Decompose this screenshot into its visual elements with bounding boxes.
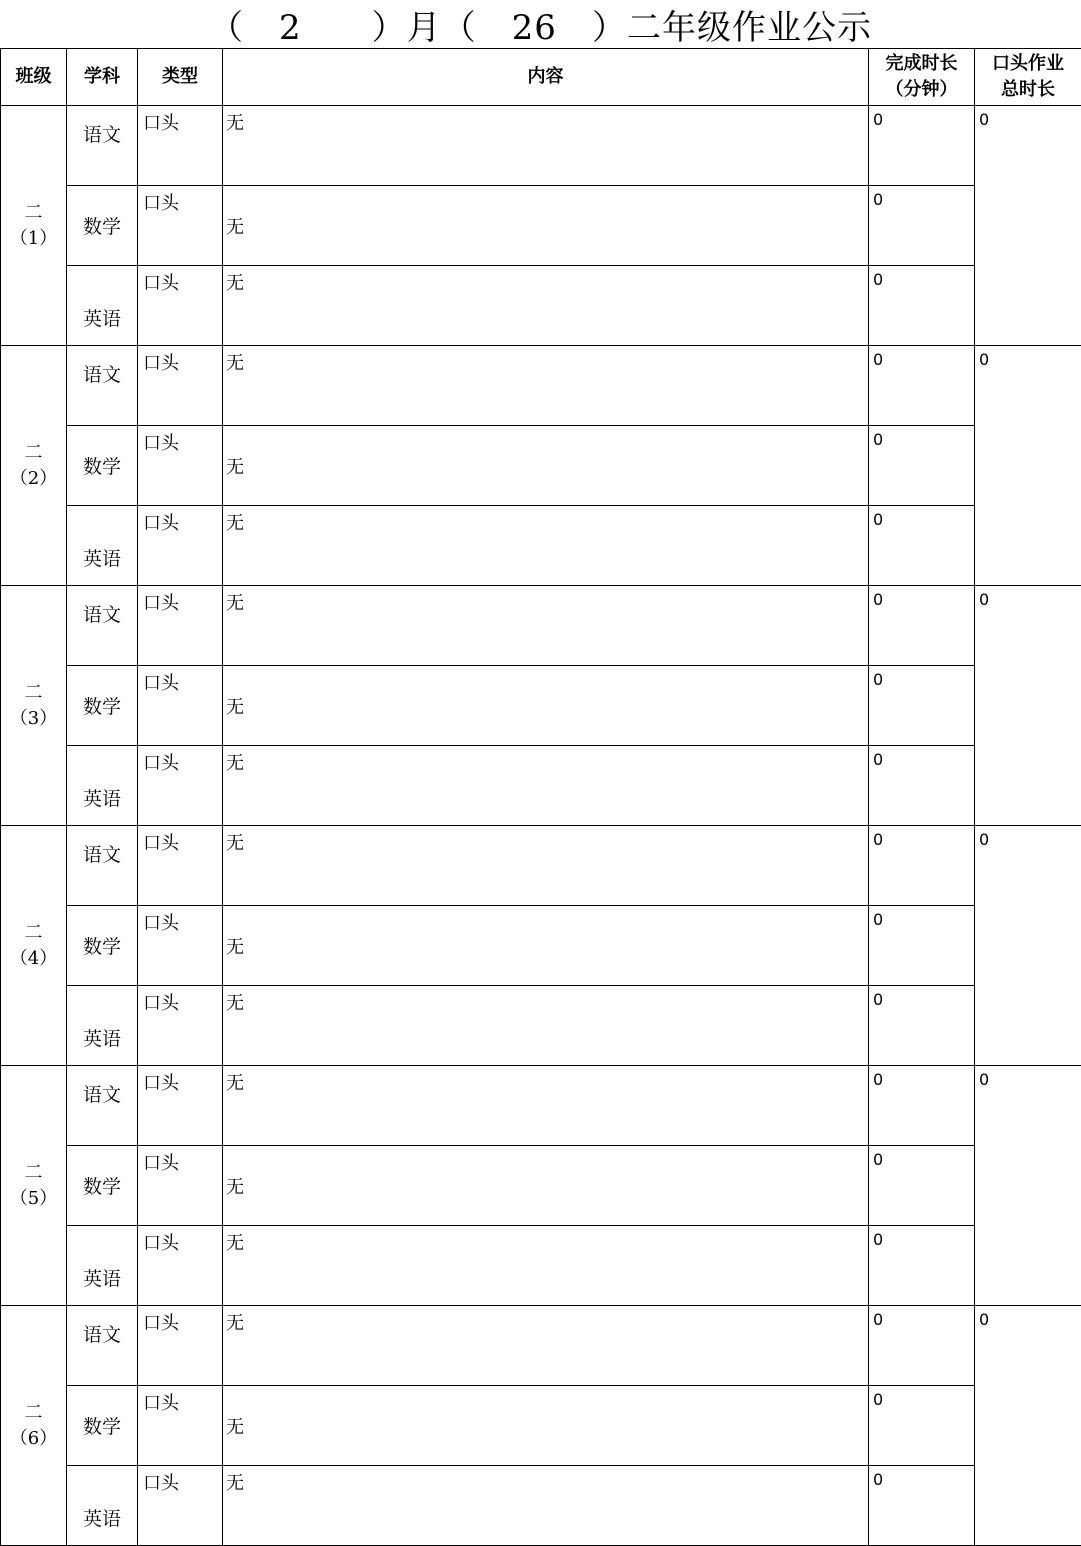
time-cell: 0	[869, 1146, 975, 1226]
subject-cell	[67, 1066, 138, 1146]
subject-label: 数学	[83, 212, 121, 239]
total-cell: 0	[975, 1306, 1081, 1546]
subject-label: 英语	[83, 304, 121, 331]
type-cell: 口头	[138, 826, 223, 906]
class-cell	[1, 1306, 67, 1546]
type-cell: 口头	[138, 666, 223, 746]
subject-label: 英语	[83, 1264, 121, 1291]
time-cell: 0	[869, 666, 975, 746]
table-body	[1, 106, 1081, 1546]
table-row	[1, 1066, 1081, 1146]
time-cell: 0	[869, 106, 975, 186]
table-row	[1, 746, 1081, 826]
subject-label: 英语	[83, 1024, 121, 1051]
type-cell: 口头	[138, 426, 223, 506]
header-subject: 学科	[67, 49, 138, 106]
subject-cell	[67, 986, 138, 1066]
content-cell: 无	[223, 106, 869, 186]
table-row	[1, 186, 1081, 266]
time-cell: 0	[869, 906, 975, 986]
type-cell: 口头	[138, 986, 223, 1066]
header-total-line2: 总时长	[975, 77, 1081, 103]
subject-cell	[67, 1386, 138, 1466]
subject-label: 英语	[83, 784, 121, 811]
type-cell: 口头	[138, 746, 223, 826]
subject-label: 语文	[83, 360, 121, 387]
type-cell: 口头	[138, 586, 223, 666]
class-number: （1）	[1, 226, 66, 252]
table-row	[1, 586, 1081, 666]
class-number: （3）	[1, 706, 66, 732]
total-cell: 0	[975, 106, 1081, 346]
class-grade: 二	[1, 1400, 66, 1426]
time-cell: 0	[869, 1226, 975, 1306]
time-cell: 0	[869, 346, 975, 426]
class-number: （2）	[1, 466, 66, 492]
header-time-line1: 完成时长	[869, 51, 974, 77]
subject-label: 数学	[83, 1412, 121, 1439]
subject-cell	[67, 826, 138, 906]
subject-label: 语文	[83, 1080, 121, 1107]
table-row	[1, 1466, 1081, 1546]
type-cell: 口头	[138, 106, 223, 186]
total-cell: 0	[975, 586, 1081, 826]
time-cell: 0	[869, 186, 975, 266]
table-row	[1, 266, 1081, 346]
type-cell: 口头	[138, 1146, 223, 1226]
content-cell: 无	[223, 746, 869, 826]
sheet-title: （ 2 ）月（ 26 ）二年级作业公示	[0, 0, 1081, 48]
type-cell: 口头	[138, 1386, 223, 1466]
class-number: （6）	[1, 1426, 66, 1452]
subject-cell	[67, 506, 138, 586]
time-cell: 0	[869, 1386, 975, 1466]
type-cell: 口头	[138, 906, 223, 986]
table-row	[1, 1226, 1081, 1306]
class-cell	[1, 586, 67, 826]
time-cell: 0	[869, 1466, 975, 1546]
table-row	[1, 906, 1081, 986]
table-row	[1, 106, 1081, 186]
class-cell	[1, 106, 67, 346]
time-cell: 0	[869, 586, 975, 666]
subject-label: 英语	[83, 544, 121, 571]
class-grade: 二	[1, 1160, 66, 1186]
header-total	[975, 49, 1081, 106]
content-cell: 无	[223, 506, 869, 586]
class-number: （5）	[1, 1186, 66, 1212]
subject-label: 数学	[83, 452, 121, 479]
content-cell: 无	[223, 666, 869, 746]
subject-label: 语文	[83, 1320, 121, 1347]
content-cell: 无	[223, 426, 869, 506]
content-cell: 无	[223, 266, 869, 346]
subject-label: 数学	[83, 692, 121, 719]
subject-cell	[67, 906, 138, 986]
time-cell: 0	[869, 826, 975, 906]
subject-label: 语文	[83, 120, 121, 147]
content-cell: 无	[223, 1146, 869, 1226]
subject-cell	[67, 346, 138, 426]
subject-cell	[67, 266, 138, 346]
subject-cell	[67, 746, 138, 826]
subject-cell	[67, 1226, 138, 1306]
total-cell: 0	[975, 1066, 1081, 1306]
content-cell: 无	[223, 1306, 869, 1386]
class-number: （4）	[1, 946, 66, 972]
class-grade: 二	[1, 200, 66, 226]
table-row	[1, 1306, 1081, 1386]
table-row	[1, 986, 1081, 1066]
time-cell: 0	[869, 986, 975, 1066]
subject-cell	[67, 426, 138, 506]
total-cell: 0	[975, 826, 1081, 1066]
content-cell: 无	[223, 186, 869, 266]
type-cell: 口头	[138, 1066, 223, 1146]
time-cell: 0	[869, 506, 975, 586]
class-grade: 二	[1, 920, 66, 946]
table-row	[1, 826, 1081, 906]
total-cell: 0	[975, 346, 1081, 586]
subject-label: 语文	[83, 840, 121, 867]
content-cell: 无	[223, 1226, 869, 1306]
homework-table	[0, 48, 1081, 1546]
content-cell: 无	[223, 906, 869, 986]
table-row	[1, 506, 1081, 586]
subject-label: 数学	[83, 932, 121, 959]
type-cell: 口头	[138, 186, 223, 266]
time-cell: 0	[869, 266, 975, 346]
content-cell: 无	[223, 826, 869, 906]
content-cell: 无	[223, 1466, 869, 1546]
table-row	[1, 426, 1081, 506]
table-row	[1, 346, 1081, 426]
header-time	[869, 49, 975, 106]
type-cell: 口头	[138, 1306, 223, 1386]
subject-cell	[67, 586, 138, 666]
subject-cell	[67, 666, 138, 746]
class-cell	[1, 346, 67, 586]
type-cell: 口头	[138, 346, 223, 426]
table-row	[1, 1386, 1081, 1466]
subject-label: 数学	[83, 1172, 121, 1199]
time-cell: 0	[869, 426, 975, 506]
class-cell	[1, 826, 67, 1066]
content-cell: 无	[223, 1386, 869, 1466]
content-cell: 无	[223, 346, 869, 426]
header-content: 内容	[223, 49, 869, 106]
class-grade: 二	[1, 440, 66, 466]
table-row	[1, 1146, 1081, 1226]
header-class: 班级	[1, 49, 67, 106]
class-cell	[1, 1066, 67, 1306]
type-cell: 口头	[138, 1226, 223, 1306]
type-cell: 口头	[138, 266, 223, 346]
class-grade: 二	[1, 680, 66, 706]
header-type: 类型	[138, 49, 223, 106]
subject-label: 语文	[83, 600, 121, 627]
header-total-line1: 口头作业	[975, 51, 1081, 77]
content-cell: 无	[223, 1066, 869, 1146]
time-cell: 0	[869, 1066, 975, 1146]
time-cell: 0	[869, 746, 975, 826]
subject-cell	[67, 1146, 138, 1226]
subject-cell	[67, 106, 138, 186]
type-cell: 口头	[138, 1466, 223, 1546]
header-row	[1, 49, 1081, 106]
content-cell: 无	[223, 586, 869, 666]
table-row	[1, 666, 1081, 746]
type-cell: 口头	[138, 506, 223, 586]
content-cell: 无	[223, 986, 869, 1066]
subject-label: 英语	[83, 1504, 121, 1531]
subject-cell	[67, 1466, 138, 1546]
time-cell: 0	[869, 1306, 975, 1386]
header-time-line2: （分钟）	[869, 77, 974, 103]
subject-cell	[67, 186, 138, 266]
subject-cell	[67, 1306, 138, 1386]
